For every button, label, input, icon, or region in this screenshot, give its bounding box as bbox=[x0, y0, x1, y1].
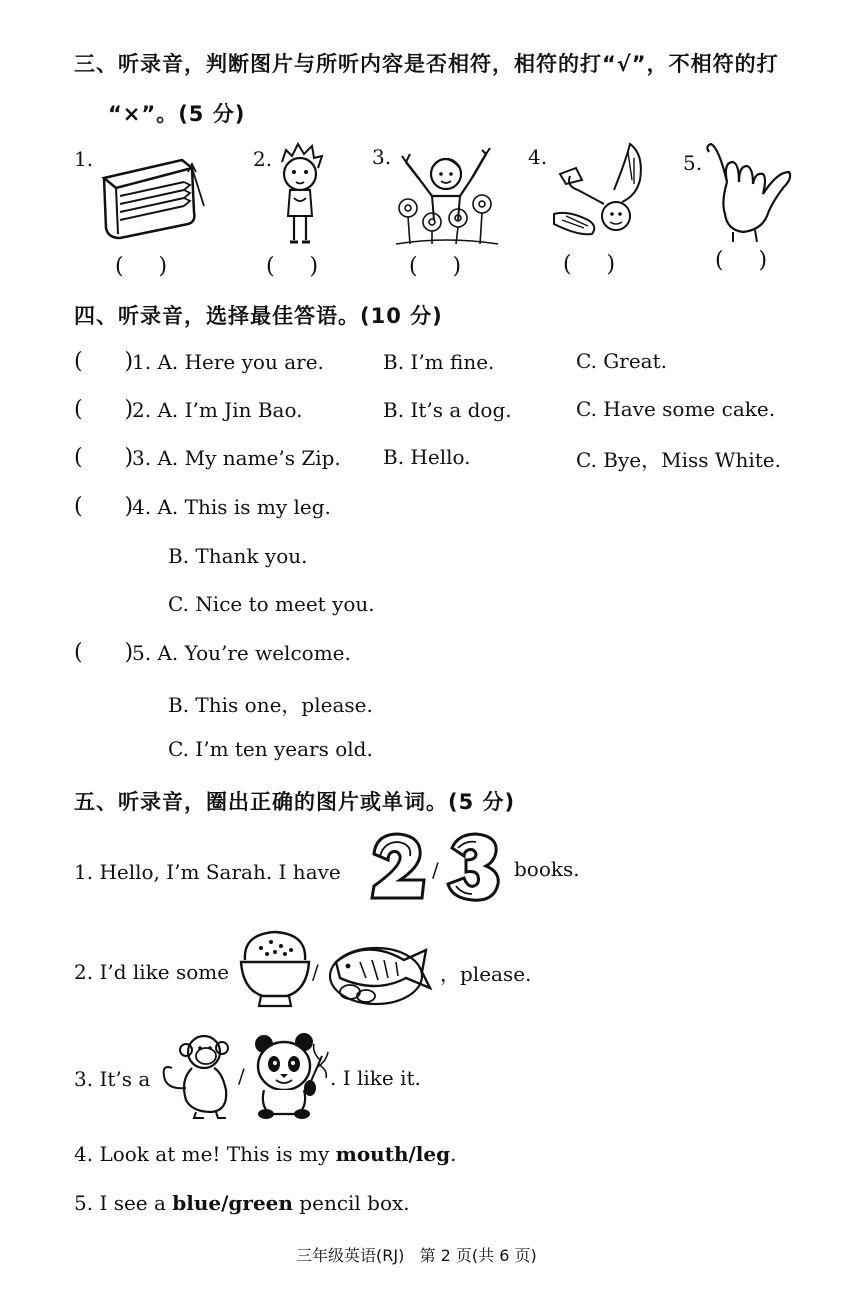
sentence-start: 1. Hello, I’m Sarah. I have bbox=[74, 860, 341, 884]
option-a: 1. A. Here you are. bbox=[132, 350, 324, 374]
section5-title: 五、听录音，圈出正确的图片或单词。(5 分) bbox=[74, 790, 516, 814]
sentence-start: 2. I’d like some bbox=[74, 960, 230, 984]
answer-paren[interactable]: ( ) bbox=[74, 397, 134, 422]
answer-paren[interactable]: ( ) bbox=[266, 254, 319, 279]
answer-paren[interactable]: ( ) bbox=[409, 254, 462, 279]
sentence-end: books. bbox=[514, 857, 580, 881]
monkey-picture[interactable] bbox=[156, 1030, 238, 1124]
section4-title: 四、听录音，选择最佳答语。(10 分) bbox=[74, 304, 443, 328]
item-number: 4. bbox=[528, 145, 548, 169]
sentence-start: 5. I see a bbox=[74, 1191, 173, 1215]
slash: / bbox=[432, 858, 439, 882]
option-a: 2. A. I’m Jin Bao. bbox=[132, 398, 303, 422]
answer-paren[interactable]: ( ) bbox=[74, 445, 134, 470]
option-a: 5. A. You’re welcome. bbox=[132, 641, 351, 665]
hand-gesture-picture bbox=[703, 142, 795, 242]
choice-words[interactable]: blue/green bbox=[172, 1191, 293, 1215]
option-c: C. Have some cake. bbox=[576, 397, 776, 421]
section3-title-line1: 三、听录音，判断图片与所听内容是否相符，相符的打“√”，不相符的打 bbox=[74, 52, 779, 76]
item-number: 5. bbox=[683, 151, 703, 175]
boy-picture bbox=[272, 140, 332, 250]
item-number: 3. bbox=[372, 145, 392, 169]
slash: / bbox=[238, 1064, 245, 1088]
page-footer: 三年级英语(RJ) 第 2 页(共 6 页) bbox=[296, 1246, 537, 1265]
sentence-end: ，please. bbox=[440, 962, 532, 986]
pencil-box-picture bbox=[96, 138, 208, 250]
number-3-picture[interactable] bbox=[444, 830, 506, 908]
item-number: 1. bbox=[74, 147, 94, 171]
sentence-end: pencil box. bbox=[292, 1191, 410, 1215]
sentence-4 bbox=[74, 1142, 456, 1166]
option-c: C. I’m ten years old. bbox=[168, 737, 373, 761]
answer-paren[interactable]: ( ) bbox=[74, 640, 134, 665]
boy-flowers-picture bbox=[392, 140, 500, 248]
rice-bowl-picture[interactable] bbox=[237, 924, 313, 1014]
option-b: B. This one，please. bbox=[168, 693, 373, 717]
girl-flying-picture bbox=[548, 140, 658, 244]
answer-paren[interactable]: ( ) bbox=[715, 248, 768, 273]
option-b: B. Hello. bbox=[383, 445, 471, 469]
answer-paren[interactable]: ( ) bbox=[74, 494, 134, 519]
option-c: C. Bye，Miss White. bbox=[576, 448, 781, 472]
slash: / bbox=[312, 960, 319, 984]
item-number: 2. bbox=[253, 147, 273, 171]
section3-title-line2: “×”。(5 分) bbox=[108, 102, 246, 126]
sentence-end: . I like it. bbox=[330, 1066, 421, 1090]
option-c: C. Great. bbox=[576, 349, 667, 373]
option-a: 4. A. This is my leg. bbox=[132, 495, 331, 519]
option-c: C. Nice to meet you. bbox=[168, 592, 375, 616]
sentence-end: . bbox=[450, 1142, 457, 1166]
option-b: B. Thank you. bbox=[168, 544, 308, 568]
option-b: B. It’s a dog. bbox=[383, 398, 512, 422]
sentence-start: 4. Look at me! This is my bbox=[74, 1142, 336, 1166]
number-2-picture[interactable] bbox=[366, 830, 430, 908]
sentence-5 bbox=[74, 1191, 410, 1215]
answer-paren[interactable]: ( ) bbox=[563, 252, 616, 277]
fish-plate-picture[interactable] bbox=[326, 932, 434, 1012]
answer-paren[interactable]: ( ) bbox=[115, 254, 168, 279]
answer-paren[interactable]: ( ) bbox=[74, 349, 134, 374]
choice-words[interactable]: mouth/leg bbox=[335, 1142, 451, 1166]
sentence-start: 3. It’s a bbox=[74, 1067, 151, 1091]
option-a: 3. A. My name’s Zip. bbox=[132, 446, 341, 470]
panda-picture[interactable] bbox=[250, 1030, 330, 1124]
option-b: B. I’m fine. bbox=[383, 350, 495, 374]
